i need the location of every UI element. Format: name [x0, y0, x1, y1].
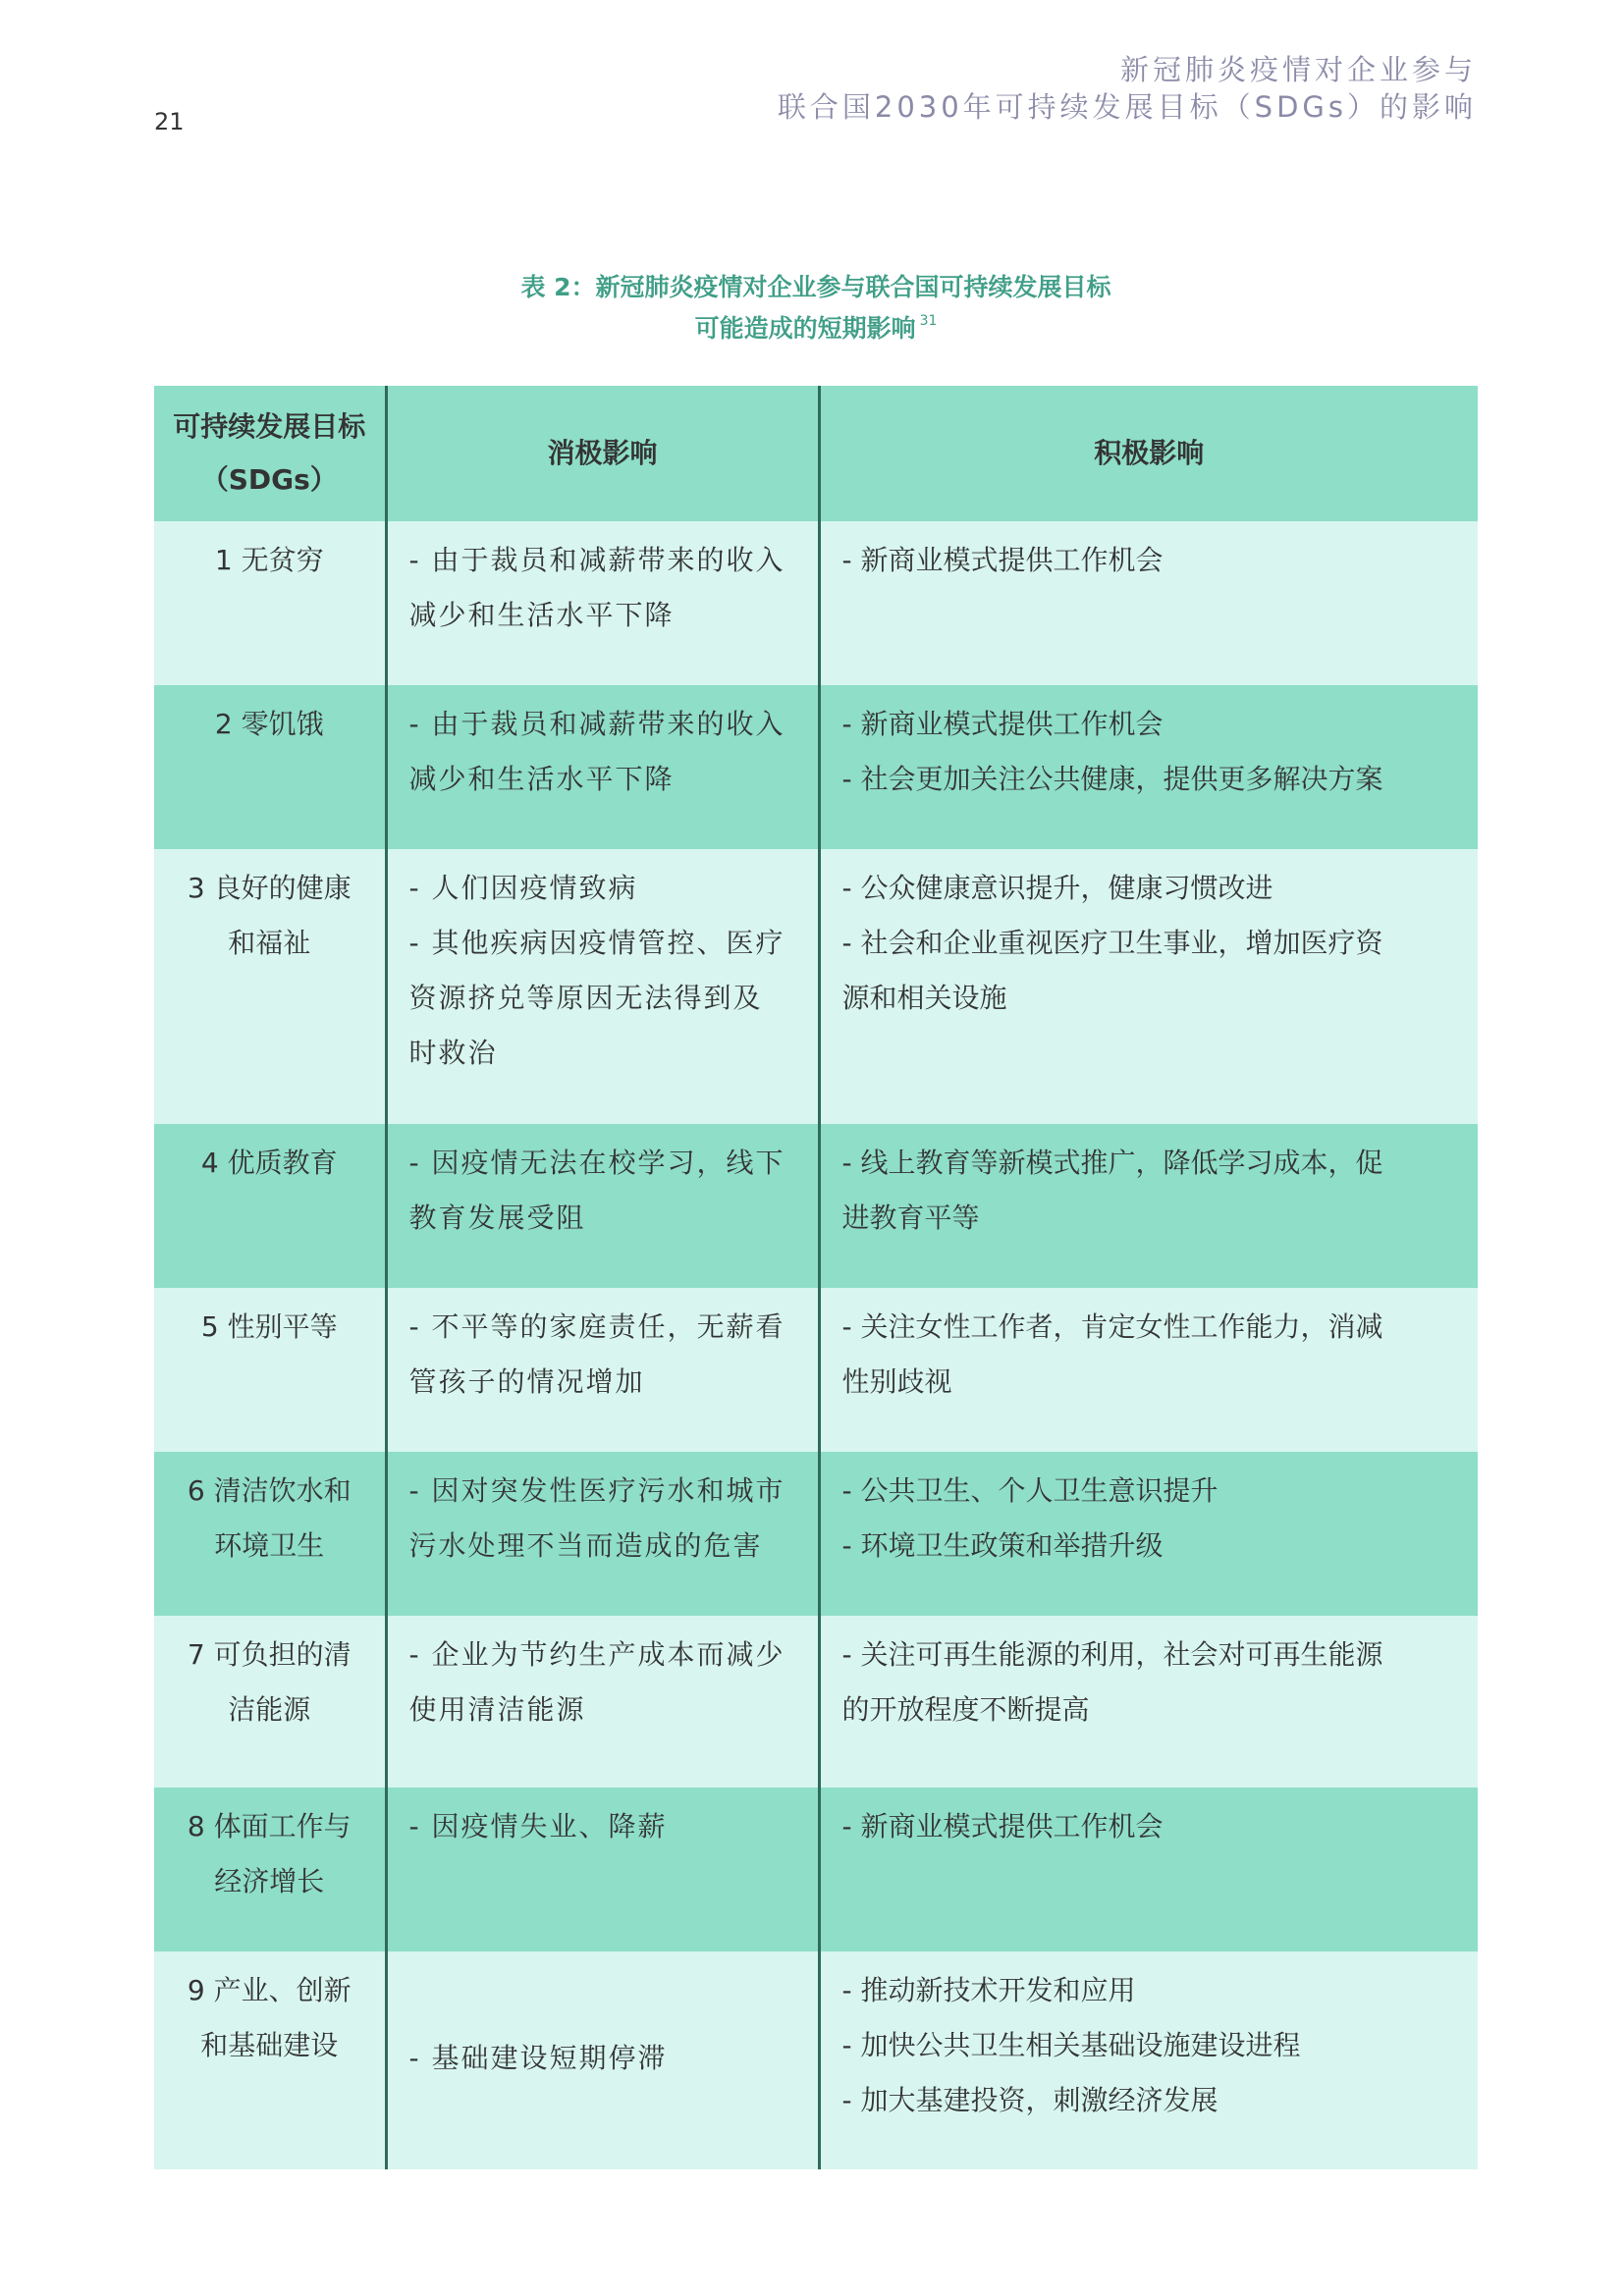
negative-cell — [386, 1288, 819, 1452]
goal-cell — [154, 1124, 386, 1288]
negative-text-line: 减少和生活水平下降 — [408, 599, 675, 631]
goal-text-line: 和福祉 — [228, 927, 311, 959]
negative-cell — [386, 1452, 819, 1616]
positive-text-line: - 社会和企业重视医疗卫生事业，增加医疗资 — [841, 927, 1383, 959]
negative-text-line: - 人们因疫情致病 — [408, 872, 638, 904]
goal-cell — [154, 1288, 386, 1452]
negative-text-line: 时救治 — [408, 1037, 498, 1069]
negative-cell — [386, 521, 819, 685]
negative-text-line: 资源挤兑等原因无法得到及 — [408, 982, 763, 1014]
positive-text-line: - 加大基建投资，刺激经济发展 — [841, 2084, 1218, 2116]
positive-text-line: - 公众健康意识提升，健康习惯改进 — [841, 872, 1273, 904]
negative-text-line: - 因疫情无法在校学习，线下 — [408, 1147, 785, 1179]
table-caption — [154, 271, 1478, 346]
negative-text-line: - 不平等的家庭责任，无薪看 — [408, 1310, 785, 1343]
goal-cell — [154, 1951, 386, 2169]
negative-text-line: - 由于裁员和减薪带来的收入 — [408, 544, 785, 576]
positive-text-line: - 新商业模式提供工作机会 — [841, 1810, 1164, 1842]
positive-text-line: 进教育平等 — [841, 1201, 980, 1234]
positive-cell — [819, 1452, 1478, 1616]
caption-line-2 — [154, 304, 1478, 346]
negative-text-line: 污水处理不当而造成的危害 — [408, 1529, 763, 1562]
caption-line-1: 表 2：新冠肺炎疫情对企业参与联合国可持续发展目标 — [520, 273, 1111, 301]
page-number: 21 — [154, 108, 185, 135]
table-row — [154, 1788, 1478, 1951]
positive-text-line: - 公共卫生、个人卫生意识提升 — [841, 1474, 1218, 1507]
negative-text-line: - 因疫情失业、降薪 — [408, 1810, 668, 1842]
positive-cell — [819, 1124, 1478, 1288]
goal-text-line: 5 性别平等 — [200, 1310, 338, 1343]
goal-text-line: 3 良好的健康 — [187, 872, 352, 904]
goal-cell — [154, 1616, 386, 1788]
header-title-line-2: 联合国2030年可持续发展目标（SDGs）的影响 — [777, 90, 1477, 124]
positive-text-line: - 关注女性工作者，肯定女性工作能力，消减 — [841, 1310, 1383, 1343]
negative-text-line: 教育发展受阻 — [408, 1201, 586, 1234]
table-header-row — [154, 386, 1478, 521]
goal-text-line: 6 清洁饮水和 — [187, 1474, 352, 1507]
positive-text-line: - 新商业模式提供工作机会 — [841, 708, 1164, 740]
negative-cell — [386, 1616, 819, 1788]
table-row — [154, 1452, 1478, 1616]
negative-text-line: - 由于裁员和减薪带来的收入 — [408, 708, 785, 740]
table-row — [154, 1288, 1478, 1452]
positive-text-line: - 新商业模式提供工作机会 — [841, 544, 1164, 576]
goal-text-line: 7 可负担的清 — [187, 1638, 352, 1671]
running-header — [778, 51, 1477, 126]
negative-cell — [386, 1788, 819, 1951]
negative-text-line: - 基础建设短期停滞 — [408, 2042, 668, 2074]
sdg-impact-table — [154, 386, 1478, 2169]
positive-cell — [819, 1788, 1478, 1951]
goal-cell — [154, 685, 386, 849]
table-row — [154, 849, 1478, 1124]
goal-text-line: 4 优质教育 — [200, 1147, 338, 1179]
positive-cell — [819, 1951, 1478, 2169]
positive-text-line: 性别歧视 — [841, 1365, 952, 1398]
goal-cell — [154, 521, 386, 685]
negative-cell — [386, 849, 819, 1124]
table-row — [154, 1124, 1478, 1288]
header-positive: 积极影响 — [819, 386, 1478, 521]
goal-cell — [154, 849, 386, 1124]
goal-text-line: 2 零饥饿 — [214, 708, 324, 740]
negative-cell — [386, 685, 819, 849]
positive-text-line: - 关注可再生能源的利用，社会对可再生能源 — [841, 1638, 1383, 1671]
goal-text-line: 1 无贫穷 — [214, 544, 324, 576]
positive-text-line: 的开放程度不断提高 — [841, 1693, 1090, 1726]
footnote-marker: 31 — [919, 313, 938, 329]
header-goal — [154, 386, 386, 521]
header-goal-line-1: 可持续发展目标 — [173, 410, 366, 443]
table-body — [154, 521, 1478, 2169]
header-negative: 消极影响 — [386, 386, 819, 521]
table-row — [154, 1616, 1478, 1788]
goal-text-line: 环境卫生 — [214, 1529, 325, 1562]
positive-text-line: - 推动新技术开发和应用 — [841, 1974, 1136, 2006]
positive-cell — [819, 1288, 1478, 1452]
table-row — [154, 1951, 1478, 2169]
table-row — [154, 685, 1478, 849]
positive-cell — [819, 1616, 1478, 1788]
negative-text-line: 管孩子的情况增加 — [408, 1365, 645, 1398]
goal-text-line: 经济增长 — [214, 1865, 325, 1897]
goal-cell — [154, 1788, 386, 1951]
goal-text-line: 和基础建设 — [200, 2029, 339, 2061]
positive-text-line: - 社会更加关注公共健康，提供更多解决方案 — [841, 763, 1383, 795]
goal-text-line: 8 体面工作与 — [187, 1810, 352, 1842]
positive-cell — [819, 685, 1478, 849]
caption-line-2-text: 可能造成的短期影响 — [694, 314, 916, 343]
header-title-line-1: 新冠肺炎疫情对企业参与 — [1119, 53, 1477, 86]
positive-cell — [819, 521, 1478, 685]
goal-text-line: 9 产业、创新 — [187, 1974, 352, 2006]
positive-text-line: - 线上教育等新模式推广，降低学习成本，促 — [841, 1147, 1383, 1179]
positive-text-line: - 加快公共卫生相关基础设施建设进程 — [841, 2029, 1301, 2061]
negative-text-line: 减少和生活水平下降 — [408, 763, 675, 795]
negative-text-line: - 因对突发性医疗污水和城市 — [408, 1474, 785, 1507]
goal-text-line: 洁能源 — [228, 1693, 311, 1726]
positive-text-line: - 环境卫生政策和举措升级 — [841, 1529, 1164, 1562]
negative-cell — [386, 1951, 819, 2169]
negative-cell — [386, 1124, 819, 1288]
header-goal-line-2: （SDGs） — [200, 463, 338, 496]
positive-cell — [819, 849, 1478, 1124]
negative-text-line: 使用清洁能源 — [408, 1693, 586, 1726]
negative-text-line: - 企业为节约生产成本而减少 — [408, 1638, 785, 1671]
goal-cell — [154, 1452, 386, 1616]
table-row — [154, 521, 1478, 685]
negative-text-line: - 其他疾病因疫情管控、医疗 — [408, 927, 785, 959]
positive-text-line: 源和相关设施 — [841, 982, 1007, 1014]
